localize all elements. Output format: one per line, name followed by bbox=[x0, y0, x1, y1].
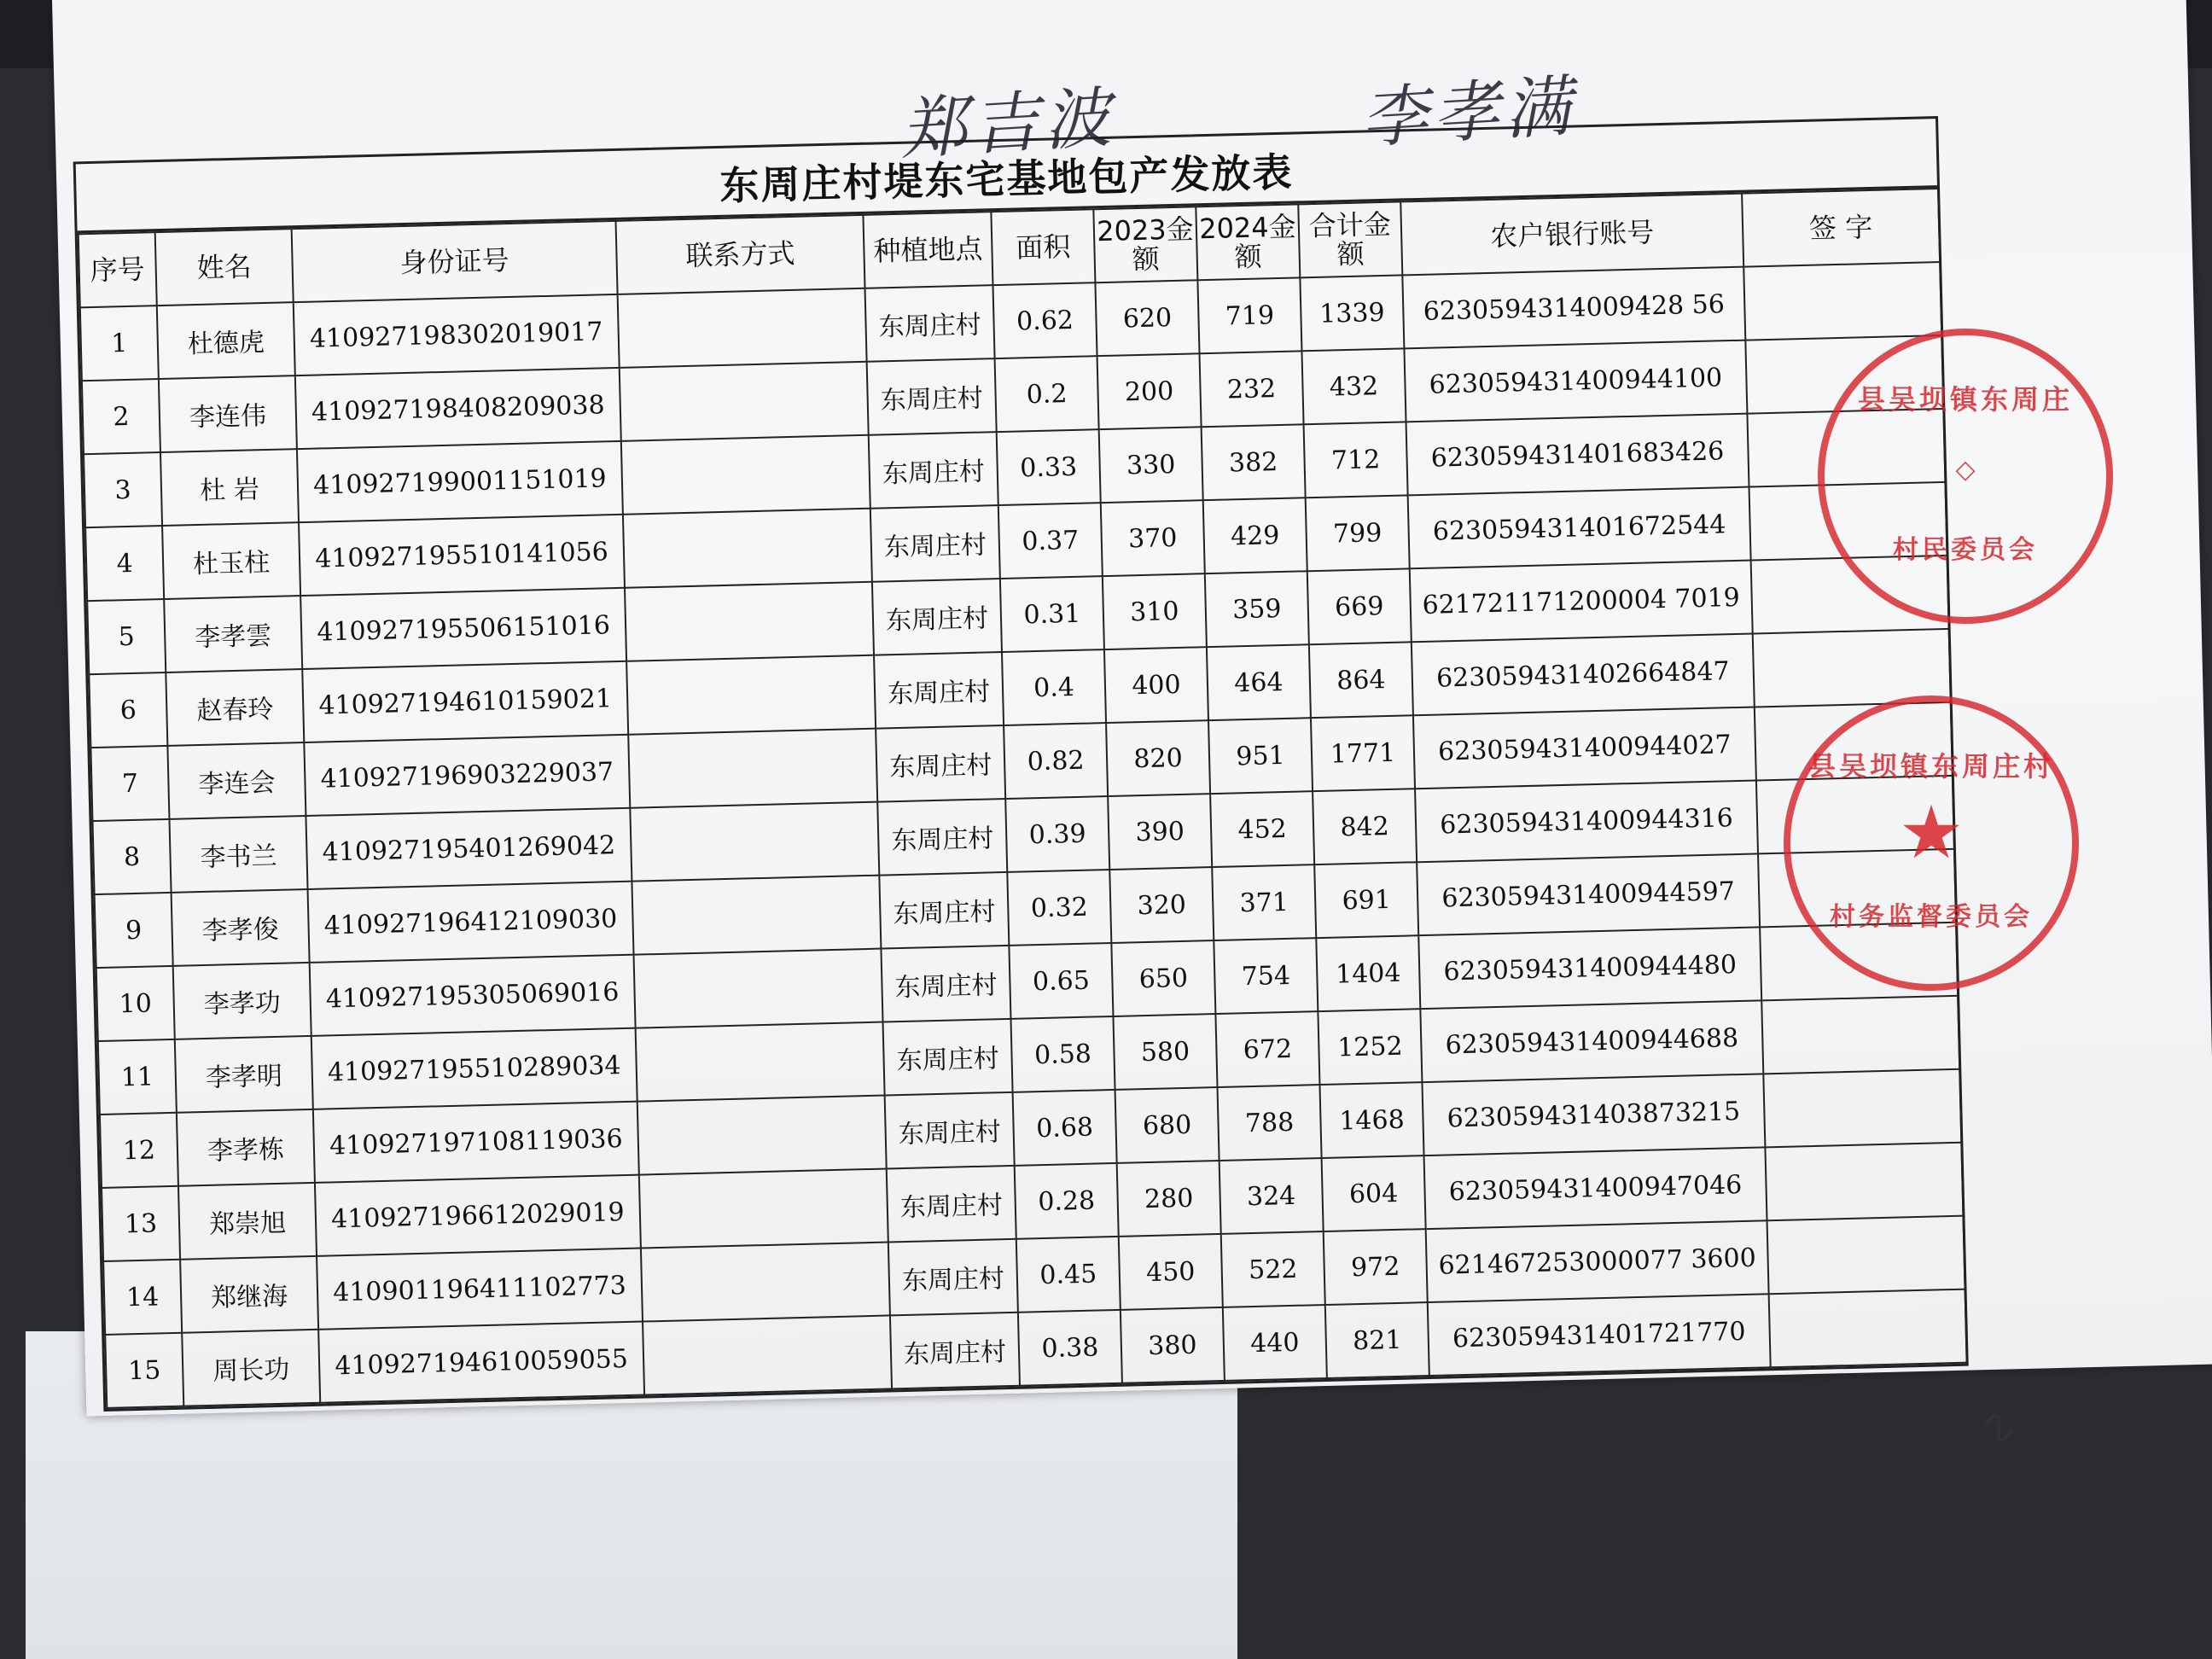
cell-amt2023: 280 bbox=[1117, 1161, 1221, 1237]
cell-amt2024: 429 bbox=[1203, 498, 1307, 573]
cell-seq: 7 bbox=[90, 746, 169, 821]
cell-contact bbox=[641, 1242, 890, 1321]
cell-name: 李连伟 bbox=[159, 375, 297, 452]
cell-amt2024: 324 bbox=[1220, 1158, 1324, 1234]
cell-total: 691 bbox=[1314, 862, 1418, 938]
cell-account: 623059431403873215 bbox=[1422, 1074, 1765, 1155]
cell-contact bbox=[637, 1096, 887, 1175]
cell-contact bbox=[626, 655, 876, 735]
cell-area: 0.32 bbox=[1007, 870, 1111, 946]
table-title: 东周庄村堤东宅基地包产发放表 bbox=[76, 119, 1937, 233]
cell-amt2024: 232 bbox=[1200, 351, 1304, 427]
cell-total: 821 bbox=[1325, 1302, 1429, 1378]
cell-total: 712 bbox=[1304, 422, 1408, 498]
cell-name: 杜玉柱 bbox=[162, 522, 300, 599]
cell-amt2024: 719 bbox=[1197, 277, 1301, 353]
cell-total: 1468 bbox=[1319, 1082, 1423, 1158]
cell-name: 李孝功 bbox=[173, 963, 311, 1039]
cell-amt2023: 450 bbox=[1119, 1234, 1223, 1310]
supervision-committee-seal bbox=[1784, 696, 2079, 991]
cell-place: 东周庄村 bbox=[874, 652, 1004, 729]
cell-name: 杜德虎 bbox=[157, 302, 295, 379]
cell-contact bbox=[621, 435, 870, 515]
cell-amt2023: 330 bbox=[1099, 427, 1203, 503]
cell-account: 621467253000077 3600 bbox=[1426, 1220, 1769, 1302]
signature-1: 郑吉波 bbox=[898, 79, 1118, 170]
cell-area: 0.68 bbox=[1013, 1090, 1117, 1166]
cell-account: 623059431400944480 bbox=[1418, 927, 1761, 1009]
cell-id: 410927194610159021 bbox=[302, 661, 628, 742]
cell-contact bbox=[623, 509, 872, 588]
header-amt2023: 2023金额 bbox=[1093, 207, 1197, 282]
cell-total: 1339 bbox=[1300, 275, 1404, 351]
header-place: 种植地点 bbox=[863, 212, 992, 288]
cell-total: 1404 bbox=[1316, 935, 1420, 1011]
cell-place: 东周庄村 bbox=[867, 358, 997, 435]
village-committee-seal bbox=[1818, 329, 2113, 624]
cell-total: 432 bbox=[1301, 348, 1406, 424]
cell-place: 东周庄村 bbox=[865, 285, 995, 362]
cell-place: 东周庄村 bbox=[881, 946, 1010, 1022]
cell-amt2024: 440 bbox=[1223, 1305, 1327, 1381]
cell-amt2023: 400 bbox=[1104, 647, 1208, 723]
cell-contact bbox=[625, 582, 874, 661]
cell-id: 410927196612029019 bbox=[315, 1175, 641, 1256]
cell-place: 东周庄村 bbox=[888, 1239, 1018, 1316]
cell-seq: 12 bbox=[100, 1113, 178, 1188]
cell-area: 0.33 bbox=[997, 429, 1101, 505]
cell-sign bbox=[1765, 1143, 1963, 1221]
cell-id: 410927197108119036 bbox=[313, 1102, 639, 1183]
cell-amt2024: 672 bbox=[1215, 1011, 1319, 1087]
cell-seq: 4 bbox=[85, 526, 164, 601]
cell-contact bbox=[618, 288, 867, 368]
cell-sign bbox=[1763, 1069, 1961, 1148]
cell-account: 623059431400944597 bbox=[1417, 853, 1760, 935]
cell-sign bbox=[1767, 1216, 1965, 1295]
cell-amt2023: 370 bbox=[1101, 500, 1205, 576]
cell-area: 0.45 bbox=[1016, 1237, 1121, 1313]
cell-account: 623059431400944027 bbox=[1413, 707, 1756, 789]
header-account: 农户银行账号 bbox=[1400, 194, 1743, 276]
cell-area: 0.37 bbox=[998, 503, 1103, 579]
seal-bottom-text: 村民委员会 bbox=[1893, 535, 2038, 565]
cell-contact bbox=[628, 729, 877, 808]
cell-seq: 6 bbox=[89, 672, 167, 748]
cell-account: 623059431400944100 bbox=[1404, 341, 1747, 422]
cell-amt2023: 820 bbox=[1106, 720, 1210, 796]
distribution-table bbox=[78, 188, 1968, 1409]
cell-area: 0.82 bbox=[1004, 723, 1108, 799]
cell-area: 0.28 bbox=[1015, 1163, 1119, 1239]
header-total: 合计金额 bbox=[1298, 201, 1402, 277]
seal-center-mark: ◇ bbox=[1955, 455, 1976, 485]
cell-place: 东周庄村 bbox=[870, 505, 1000, 582]
cell-amt2023: 390 bbox=[1108, 794, 1212, 870]
cell-amt2024: 464 bbox=[1207, 644, 1311, 720]
cell-amt2023: 580 bbox=[1113, 1014, 1217, 1090]
cell-seq: 10 bbox=[96, 966, 175, 1041]
cell-amt2023: 380 bbox=[1121, 1307, 1225, 1383]
cell-id: 410927196412109030 bbox=[308, 882, 634, 963]
cell-amt2024: 951 bbox=[1208, 718, 1313, 794]
cell-contact bbox=[630, 802, 879, 882]
cell-amt2023: 680 bbox=[1115, 1087, 1220, 1163]
cell-total: 604 bbox=[1322, 1155, 1426, 1231]
distribution-table-frame bbox=[73, 116, 1969, 1412]
cell-area: 0.2 bbox=[995, 356, 1099, 432]
cell-contact bbox=[639, 1169, 888, 1249]
cell-seq: 9 bbox=[95, 893, 173, 968]
cell-account: 6230594314009428 56 bbox=[1402, 267, 1745, 349]
cell-name: 李孝栋 bbox=[177, 1109, 315, 1186]
cell-sign bbox=[1769, 1289, 1967, 1368]
cell-account: 623059431400944688 bbox=[1420, 1000, 1763, 1082]
cell-contact bbox=[643, 1315, 892, 1394]
cell-name: 李孝俊 bbox=[172, 889, 310, 966]
header-sign: 签 字 bbox=[1742, 189, 1940, 267]
cell-name: 赵春玲 bbox=[166, 669, 304, 746]
cell-name: 杜 岩 bbox=[160, 449, 299, 526]
cell-id: 410927196903229037 bbox=[304, 735, 630, 816]
seal-star-icon: ★ bbox=[1898, 790, 1965, 876]
cell-place: 东周庄村 bbox=[876, 725, 1005, 802]
cell-amt2023: 200 bbox=[1097, 353, 1202, 429]
cell-id: 410927195506151016 bbox=[300, 588, 626, 669]
cell-place: 东周庄村 bbox=[879, 872, 1009, 949]
cell-name: 郑崇旭 bbox=[178, 1183, 317, 1260]
cell-name: 郑继海 bbox=[180, 1256, 318, 1333]
cell-amt2024: 754 bbox=[1214, 938, 1318, 1014]
cell-seq: 14 bbox=[103, 1260, 182, 1335]
cell-account: 623059431402664847 bbox=[1412, 634, 1755, 716]
header-amt2024: 2024金额 bbox=[1196, 204, 1300, 280]
cell-place: 东周庄村 bbox=[890, 1313, 1020, 1389]
seal-top-text: 县吴坝镇东周庄村 bbox=[1807, 750, 2054, 783]
cell-amt2024: 522 bbox=[1221, 1231, 1325, 1307]
pen-mark: ∿ bbox=[1971, 1394, 2027, 1458]
cell-account: 621721171200004 7019 bbox=[1410, 561, 1753, 643]
cell-area: 0.65 bbox=[1009, 943, 1113, 1019]
cell-seq: 3 bbox=[84, 452, 162, 527]
cell-amt2023: 310 bbox=[1103, 573, 1207, 649]
cell-account: 623059431401683426 bbox=[1406, 414, 1749, 496]
cell-contact bbox=[634, 949, 883, 1028]
cell-total: 1771 bbox=[1311, 715, 1415, 791]
cell-account: 623059431400944316 bbox=[1415, 780, 1758, 862]
cell-amt2024: 382 bbox=[1202, 424, 1306, 500]
cell-account: 623059431401721770 bbox=[1428, 1294, 1771, 1376]
cell-place: 东周庄村 bbox=[885, 1092, 1015, 1169]
cell-id: 410927198302019017 bbox=[294, 294, 620, 375]
cell-total: 842 bbox=[1313, 789, 1417, 864]
seal-top-text: 县吴坝镇东周庄 bbox=[1857, 383, 2073, 416]
cell-place: 东周庄村 bbox=[887, 1166, 1016, 1243]
cell-contact bbox=[636, 1022, 885, 1102]
cell-total: 1252 bbox=[1318, 1009, 1422, 1085]
cell-area: 0.39 bbox=[1005, 796, 1109, 872]
cell-id: 410927195510141056 bbox=[299, 515, 625, 596]
cell-area: 0.31 bbox=[1000, 576, 1104, 652]
cell-id: 410927195401269042 bbox=[306, 808, 632, 889]
cell-amt2024: 359 bbox=[1205, 571, 1309, 647]
cell-place: 东周庄村 bbox=[869, 432, 998, 509]
cell-contact bbox=[620, 362, 869, 441]
header-seq: 序号 bbox=[79, 232, 157, 307]
cell-total: 669 bbox=[1307, 568, 1412, 644]
cell-name: 周长功 bbox=[182, 1330, 320, 1406]
seal-bottom-text: 村务监督委员会 bbox=[1830, 902, 2033, 932]
cell-total: 799 bbox=[1306, 495, 1410, 571]
cell-place: 东周庄村 bbox=[883, 1019, 1013, 1096]
cell-place: 东周庄村 bbox=[877, 799, 1007, 876]
cell-amt2023: 650 bbox=[1111, 940, 1215, 1016]
cell-amt2024: 788 bbox=[1218, 1085, 1322, 1161]
cell-name: 李连会 bbox=[167, 742, 306, 819]
cell-name: 李孝明 bbox=[175, 1036, 313, 1113]
header-area: 面积 bbox=[991, 209, 1095, 285]
cell-seq: 13 bbox=[102, 1186, 180, 1261]
cell-seq: 2 bbox=[82, 379, 160, 454]
cell-area: 0.4 bbox=[1002, 649, 1106, 725]
cell-place: 东周庄村 bbox=[872, 579, 1002, 655]
cell-seq: 1 bbox=[80, 306, 159, 381]
header-name: 姓名 bbox=[155, 229, 294, 306]
cell-seq: 8 bbox=[92, 819, 171, 894]
cell-area: 0.58 bbox=[1010, 1016, 1115, 1092]
cell-area: 0.38 bbox=[1018, 1310, 1122, 1386]
cell-account: 623059431401672544 bbox=[1408, 487, 1751, 569]
cell-seq: 15 bbox=[105, 1333, 183, 1408]
cell-total: 864 bbox=[1309, 642, 1413, 718]
signature-2: 李孝满 bbox=[1359, 68, 1579, 158]
cell-sign bbox=[1743, 262, 1941, 341]
cell-id: 410927199001151019 bbox=[297, 441, 623, 522]
header-id: 身份证号 bbox=[292, 221, 618, 302]
cell-contact bbox=[632, 876, 881, 955]
cell-amt2024: 371 bbox=[1212, 864, 1316, 940]
cell-name: 李孝雲 bbox=[164, 596, 302, 672]
header-contact: 联系方式 bbox=[616, 215, 865, 294]
cell-id: 410901196411102773 bbox=[317, 1249, 643, 1330]
cell-amt2024: 452 bbox=[1210, 791, 1314, 867]
cell-id: 410927198408209038 bbox=[295, 368, 621, 449]
cell-area: 0.62 bbox=[992, 282, 1097, 358]
cell-id: 410927195510289034 bbox=[311, 1028, 637, 1109]
cell-sign bbox=[1761, 996, 1959, 1074]
cell-total: 972 bbox=[1324, 1229, 1428, 1305]
cell-name: 李书兰 bbox=[169, 816, 307, 893]
cell-id: 410927194610059055 bbox=[318, 1322, 644, 1403]
cell-amt2023: 320 bbox=[1109, 867, 1214, 943]
cell-id: 410927195305069016 bbox=[310, 955, 636, 1036]
cell-seq: 5 bbox=[87, 599, 166, 674]
cell-account: 623059431400947046 bbox=[1424, 1147, 1767, 1229]
cell-amt2023: 620 bbox=[1095, 280, 1199, 356]
cell-seq: 11 bbox=[98, 1039, 177, 1115]
